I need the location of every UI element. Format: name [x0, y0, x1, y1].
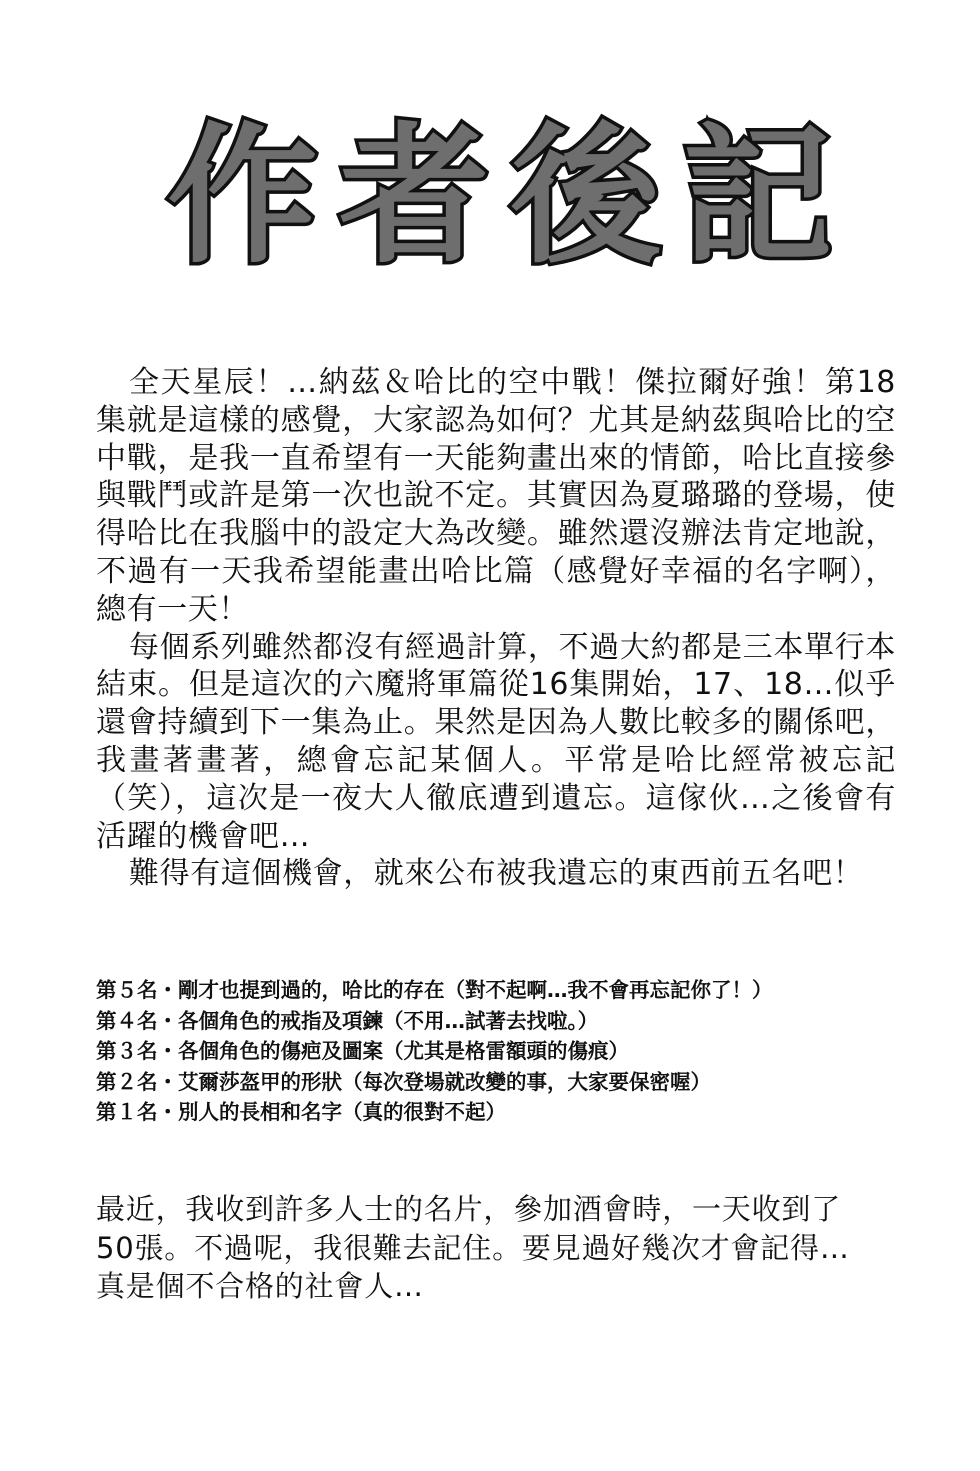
ranking-item: 第１名・別人的長相和名字（真的很對不起）	[96, 1100, 506, 1124]
page-title	[160, 92, 840, 302]
paragraph-ranking-lead: 難得有這個機會，就來公布被我遺忘的東西前五名吧！	[129, 856, 864, 892]
ranking-item: 第５名・剛才也提到過的，哈比的存在（對不起啊…我不會再忘記你了！）	[96, 978, 773, 1002]
title-char: 記	[682, 110, 833, 284]
closing-line: 真是個不合格的社會人…	[96, 1269, 424, 1303]
title-char: 作	[167, 110, 318, 284]
paragraph-series: 每個系列雖然都沒有經過計算，不過大約都是三本單行本結束。但是這次的六魔將軍篇從16集開始，17、18…似乎還會持續到下一集為止。果然是因為人數比較多的關係吧，我畫著畫著，總會忘記某個人。平常是哈比經常被忘記（笑），這次是一夜大人徹底遭到遺忘。這傢伙…之後會有活躍的機會吧…	[96, 629, 896, 854]
paragraph-intro: 全天星辰！…納茲＆哈比的空中戰！傑拉爾好強！第18集就是這樣的感覺，大家認為如何？尤其是納茲與哈比的空中戰，是我一直希望有一天能夠畫出來的情節，哈比直接參與戰鬥或許是第一次也說不定。其實因為夏璐璐的登場，使得哈比在我腦中的設定大為改變。雖然還沒辦法肯定地說，不過有一天我希望能畫出哈比篇（感覺好幸福的名字啊），總有一天！	[96, 365, 896, 627]
title-char: 者	[339, 110, 490, 284]
closing-line: 50張。不過呢，我很難去記住。要見過好幾次才會記得…	[96, 1230, 850, 1265]
ranking-item: 第４名・各個角色的戒指及項鍊（不用…試著去找啦。）	[96, 1008, 599, 1033]
closing-line: 最近，我收到許多人士的名片，參加酒會時，一天收到了	[96, 1192, 842, 1226]
title-char: 後	[510, 110, 661, 284]
forgotten-ranking-list	[96, 975, 906, 1128]
afterword-body	[96, 364, 896, 893]
closing-note	[96, 1190, 896, 1306]
ranking-item: 第３名・各個角色的傷疤及圖案（尤其是格雷額頭的傷痕）	[96, 1039, 629, 1063]
ranking-item: 第２名・艾爾莎盔甲的形狀（每次登場就改變的事，大家要保密喔）	[96, 1069, 711, 1094]
